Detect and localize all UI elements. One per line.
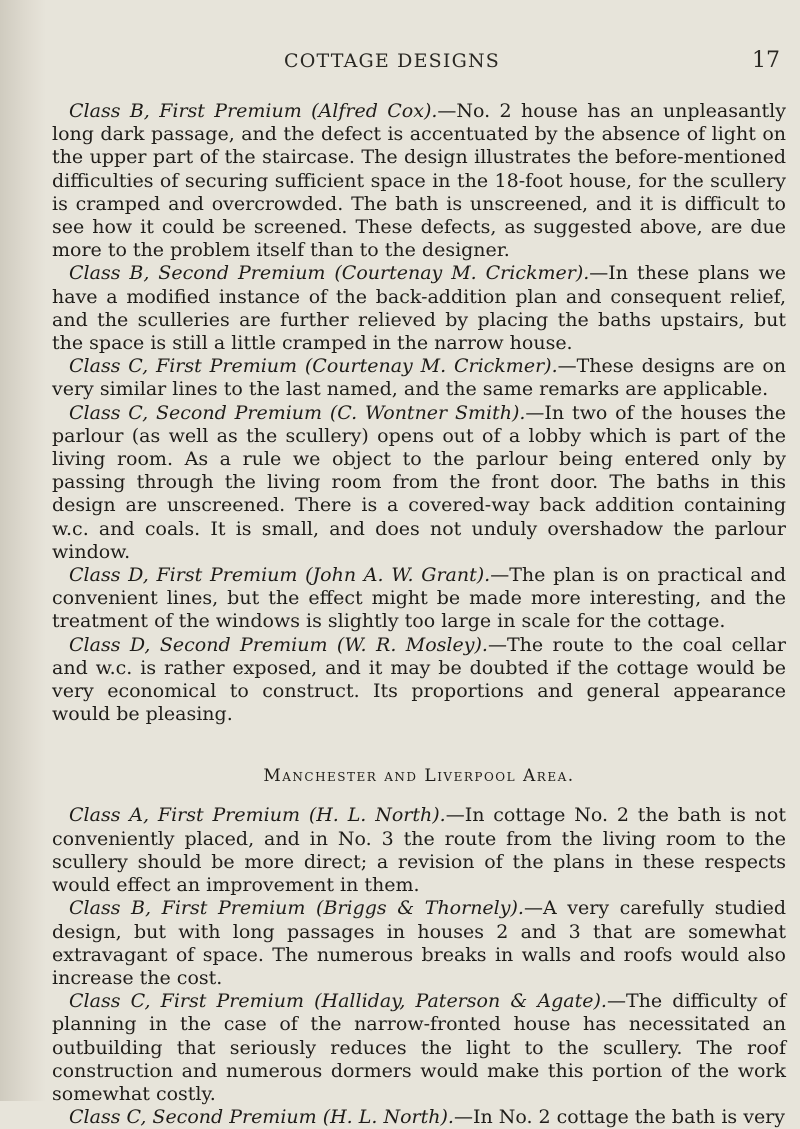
paragraph	[52, 100, 786, 262]
paragraph-lead: Class D, First Premium (John A. W. Grant).	[69, 564, 491, 587]
section-heading: Manchester and Liverpool Area.	[263, 766, 575, 787]
paragraph-text: —In cottage No. 2 the bath is not conveniently placed, and in No. 3 the route from the living room to the scullery should be more direct; a revision of the plans in these respects would effect an improvement in them.	[52, 804, 786, 897]
paragraph-text: —In two of the houses the parlour (as well as the scullery) opens out of a lobby which is part of the living room. As a rule we object to the parlour being entered only by passing through the living room from the front door. The baths in this design are unscreened. There is a covered-way back addition containing w.c. and coals. It is small, and does not unduly overshadow the parlour window.	[52, 401, 787, 563]
paragraph	[52, 897, 786, 990]
page-header	[0, 50, 800, 80]
paragraph-text: —The plan is on practical and convenient lines, but the effect might be made more interesting, and the treatment of the windows is slightly too large in scale for the cottage.	[52, 564, 786, 633]
running-title: COTTAGE DESIGNS	[284, 50, 501, 72]
paragraph	[52, 402, 786, 564]
paragraph-lead: Class B, First Premium (Briggs & Thornely).	[69, 897, 524, 920]
paragraph-lead: Class C, Second Premium (H. L. North).	[69, 1106, 454, 1129]
paragraph	[52, 804, 786, 897]
paragraph-lead: Class C, First Premium (Courtenay M. Crickmer).	[69, 355, 558, 378]
paragraph-text: —The difficulty of planning in the case of the narrow-fronted house has necessitated an outbuilding that seriously reduces the light to the scullery. The roof construction and numerous dormers would make this portion of the work somewhat costly.	[52, 990, 787, 1105]
paragraph-lead: Class C, Second Premium (C. Wontner Smith).	[69, 401, 526, 424]
paragraph	[52, 990, 786, 1106]
paragraph-lead: Class C, First Premium (Halliday, Paterson & Agate).	[69, 990, 607, 1013]
paragraph-lead: Class A, First Premium (H. L. North).	[69, 804, 446, 827]
paragraph-lead: Class B, First Premium (Alfred Cox).	[69, 100, 438, 122]
page-body	[52, 100, 786, 1129]
paragraph-lead: Class B, Second Premium (Courtenay M. Crickmer).	[69, 262, 590, 285]
paragraph-text: —A very carefully studied design, but with long passages in houses 2 and 3 that are somewhat extravagant of space. The numerous breaks in walls and roofs would also increase the cost.	[52, 897, 786, 989]
paragraph	[52, 1106, 786, 1129]
paragraph	[52, 262, 786, 355]
paragraph	[52, 355, 786, 401]
paragraph-text: —In No. 2 cottage the bath is very	[453, 1106, 785, 1129]
paragraph-lead: Class D, Second Premium (W. R. Mosley).	[69, 633, 488, 656]
paragraph-text: —These designs are on very similar lines to the last named, and the same remarks are applicable.	[52, 355, 786, 401]
paragraph	[52, 564, 786, 634]
page-number: 17	[752, 48, 780, 73]
paragraph	[52, 634, 786, 727]
page-gutter-shadow	[0, 0, 46, 1101]
paragraph-text: —The route to the coal cellar and w.c. is rather exposed, and it may be doubted if the cottage would be very economical to construct. Its proportions and general appearance would be pleasing.	[52, 633, 786, 726]
paragraph-text: —No. 2 house has an unpleasantly long dark passage, and the defect is accentuated by the absence of light on the upper part of the staircase. The design illustrates the before-mentioned difficulties of securing sufficient space in the 18-foot house, for the scullery is cramped and overcrowded. The bath is unscreened, and it is difficult to see how it could be screened. These defects, as suggested above, are due more to the problem itself than to the designer.	[52, 100, 786, 262]
paragraph-text: —In these plans we have a modified instance of the back-addition plan and consequent relief, and the sculleries are further relieved by placing the baths upstairs, but the space is still a little cramped in the narrow house.	[52, 262, 786, 355]
